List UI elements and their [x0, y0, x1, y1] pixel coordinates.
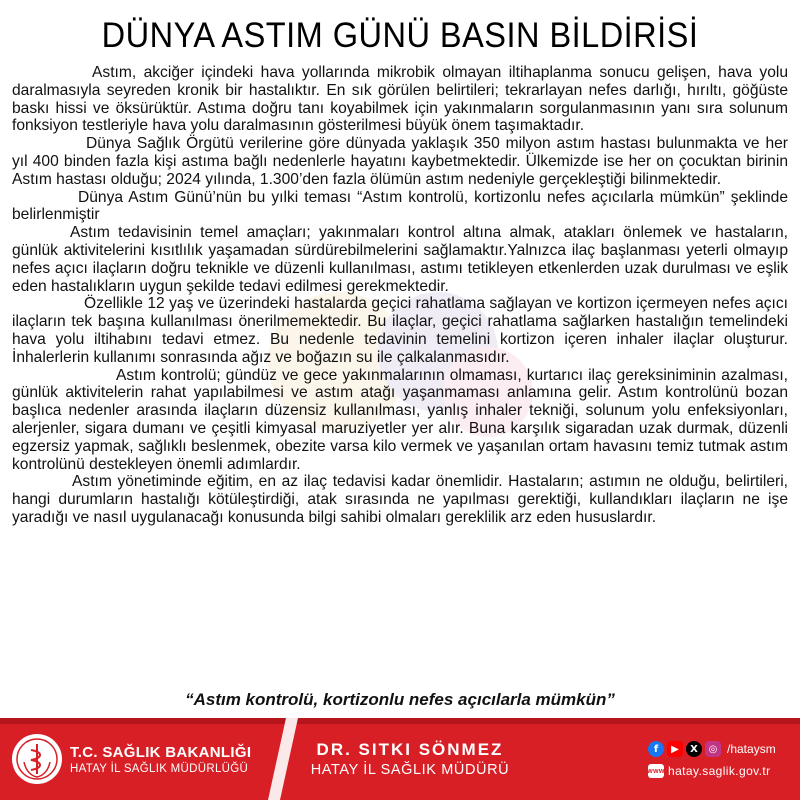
facebook-icon[interactable]: f: [648, 741, 664, 757]
website-url[interactable]: hatay.saglik.gov.tr: [668, 764, 771, 778]
ministry-name: T.C. SAĞLIK BAKANLIĞI: [70, 744, 252, 761]
x-icon[interactable]: X: [686, 741, 702, 757]
ministry-subtitle: HATAY İL SAĞLIK MÜDÜRLÜĞÜ: [70, 763, 249, 775]
theme-quote: “Astım kontrolü, kortizonlu nefes açıcılarla mümkün”: [185, 690, 615, 709]
document-title: DÜNYA ASTIM GÜNÜ BASIN BİLDİRİSİ: [101, 16, 699, 55]
paragraph-6: Astım kontrolü; gündüz ve gece yakınmalarının olmaması, kurtarıcı ilaç gereksiniminin azalması, günlük aktivitelerin rahat yapılabilmesi ve astım atağı yaşanmaması anlamına gelir. Astım kontrolünü bozan başlıca nedenler arasında ilaçların düzensiz kullanılması, yanlış inhaler tekniği, solunum yolu enfeksiyonları, alerjenler, sigara dumanı ve çeşitli kimyasal maruziyetler yer alır. Buna karşılık sigaradan uzak durmak, düzenli egzersiz yapmak, sağlıklı beslenmek, obezite varsa kilo vermek ve yaşanılan ortam havasını temiz tutmak astım kontrolünü destekleyen önemli adımlardır.: [12, 366, 788, 473]
social-links: [648, 740, 776, 758]
director-title: HATAY İL SAĞLIK MÜDÜRÜ: [310, 762, 510, 778]
document-body: [12, 64, 788, 527]
globe-icon: www: [648, 764, 664, 778]
website-link[interactable]: [648, 764, 771, 778]
instagram-icon[interactable]: ◎: [705, 741, 721, 757]
paragraph-2: Dünya Sağlık Örgütü verilerine göre dünyada yaklaşık 350 milyon astım hastası bulunmakta ve her yıl 400 binden fazla kişi astıma bağlı nedenlerle hayatını kaybetmektedir. Ülkemizde ise her on çocuktan birinin Astım hastası olduğu; 2024 yılında, 1.300’den fazla ölümün astım nedeniyle gerçekleştiği bilinmektedir.: [12, 135, 788, 188]
director-name: DR. SITKI SÖNMEZ: [316, 740, 504, 759]
ministry-logo-icon: [10, 732, 64, 786]
paragraph-3: Dünya Astım Günü’nün bu yılki teması “Astım kontrolü, kortizonlu nefes açıcılarla mümkün” şeklinde belirlenmiştir: [12, 188, 788, 224]
social-handle[interactable]: /hataysm: [727, 742, 776, 756]
paragraph-5: Özellikle 12 yaş ve üzerindeki hastalarda geçici rahatlama sağlayan ve kortizon içermeyen nefes açıcı ilaçların tek başına kullanılması önerilmemektedir. Bu ilaçlar, geçici rahatlama sağlarken hastalığın temelindeki hava yolu iltihabını tedavi etmez. Bu nedenle tedavinin temelini kortizon içeren inhaler ilaçlar oluşturur. İnhalerlerin kullanımı sonrasında ağız ve boğazın su ile çalkalanmasıdır.: [12, 295, 788, 366]
paragraph-7: Astım yönetiminde eğitim, en az ilaç tedavisi kadar önemlidir. Hastaların; astımın ne olduğu, belirtileri, hangi durumların hastalığı kötüleştirdiği, atak sırasında ne yapılması gerektiği, kullandıkları ilaçların ne işe yaradığı ve nasıl uygulanacağı konusunda bilgi sahibi olmaları gereklilik arz eden hususlardır.: [12, 473, 788, 526]
youtube-icon[interactable]: ▶: [667, 741, 683, 757]
paragraph-1: Astım, akciğer içindeki hava yollarında mikrobik olmayan iltihaplanma sonucu gelişen, hava yolu daralmasıyla seyreden kronik bir hastalıktır. En sık görülen belirtileri; tekrarlayan nefes darlığı, hırıltı, göğüste baskı hissi ve öksürüktür. Astıma doğru tanı koyabilmek için yakınmaların sorgulanmasının yanı sıra solunum fonksiyon testleriyle hava yolu daralmasının gösterilmesi büyük önem taşımaktadır.: [12, 64, 788, 135]
paragraph-4: Astım tedavisinin temel amaçları; yakınmaları kontrol altına almak, atakları önlemek ve hastaların, günlük aktivitelerini kısıtlılık yaşamadan sürdürebilmelerini sağlamaktır.Yalnızca ilaç başlanması yeterli olmayıp nefes açıcı ilaçların doğru teknikle ve düzenli kullanılması, astımı tetikleyen etkenlerden uzak durulması ve eşlik eden hastalıkların uygun şekilde tedavi edilmesi gerekmektedir.: [12, 224, 788, 295]
footer-stripe: [0, 718, 800, 724]
